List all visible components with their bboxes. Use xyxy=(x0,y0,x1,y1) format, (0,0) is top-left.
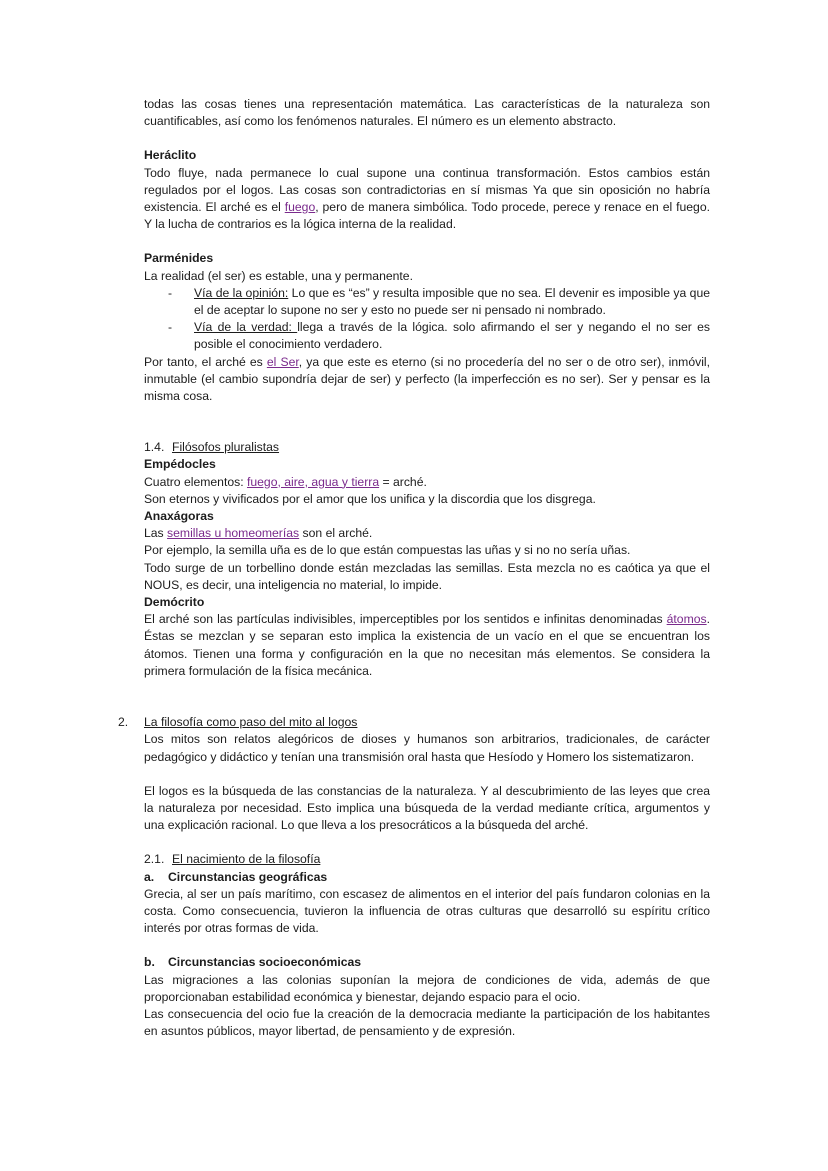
section-2-number: 2. xyxy=(118,715,129,730)
semillas-link[interactable]: semillas u homeomerías xyxy=(167,526,300,541)
parmenides-intro: La realidad (el ser) es estable, una y permanente. xyxy=(144,268,413,283)
democrito-paragraph xyxy=(144,611,710,680)
socioeconomicas-paragraph-2: Las consecuencia del ocio fue la creación de la democracia mediante la participación de los habitantes en asuntos públicos, mayor libertad, de pensamiento y de expresión. xyxy=(144,1006,710,1039)
anaxagoras-heading: Anaxágoras xyxy=(144,509,214,524)
geograficas-heading xyxy=(144,869,710,886)
list-item xyxy=(144,319,710,353)
atomos-link[interactable]: átomos xyxy=(666,612,707,627)
via-opinion-text: Lo que es “es” y resulta imposible que no sea. El devenir es imposible ya que el de aceptar lo supone no ser y esto no puede ser ni pensado ni nombrado. xyxy=(194,285,711,318)
pluralistas-heading xyxy=(144,439,710,456)
anaxagoras-line-3: Todo surge de un torbellino donde están mezcladas las semillas. Esta mezcla no es caótica ya que el NOUS, es decir, una inteligencia no material, lo impide. xyxy=(144,560,710,592)
parmenides-conclusion xyxy=(144,354,710,406)
heraclito-text-2: , pero de manera simbólica. Todo procede, perece y renace en el fuego. Y la lucha de contrarios es la lógica interna de la realidad. xyxy=(144,200,710,232)
heraclito-heading: Heráclito xyxy=(144,148,197,163)
via-verdad-label: Vía de la verdad: xyxy=(194,320,298,335)
democrito-text-2: . Éstas se mezclan y se separan esto implica la existencia de un vacío en el que se encuentran los átomos. Tienen una forma y configuración en la que no necesitan más elementos. Se considera la primera formulación de la física mecánica. xyxy=(144,612,710,678)
empedocles-text: Cuatro elementos: xyxy=(144,474,247,489)
parmenides-list xyxy=(144,285,710,354)
nacimiento-heading xyxy=(144,851,710,868)
empedocles-heading: Empédocles xyxy=(144,457,216,472)
intro-paragraph: todas las cosas tienes una representación matemática. Las características de la naturaleza son cuantificables, así como los fenómenos naturales. El número es un elemento abstracto. xyxy=(144,97,710,129)
democrito-text-1: El arché son las partículas indivisibles, imperceptibles por los sentidos e infinitas denominadas xyxy=(144,612,667,627)
section-number: 1.4. xyxy=(144,440,165,455)
list-item xyxy=(144,285,710,319)
section-2 xyxy=(118,714,710,731)
socioeconomicas-heading xyxy=(144,954,710,971)
empedocles-line-2: Son eternos y vivificados por el amor que los unifica y la discordia que los disgrega. xyxy=(144,491,596,506)
parmenides-conclusion-1: Por tanto, el arché es xyxy=(144,354,267,369)
empedocles-line-1 xyxy=(144,474,710,491)
el-ser-link[interactable]: el Ser xyxy=(266,354,299,369)
subsection-title: El nacimiento de la filosofía xyxy=(172,852,321,867)
geograficas-title: Circunstancias geográficas xyxy=(168,869,328,884)
dash-bullet: - xyxy=(168,320,173,335)
heraclito-paragraph xyxy=(144,165,710,234)
section-title: Filósofos pluralistas xyxy=(172,440,280,455)
via-verdad-text: llega a través de la lógica. solo afirmando el ser y negando el no ser es posible el conocimiento verdadero. xyxy=(194,320,710,352)
heraclito-text-1: Todo fluye, nada permanece lo cual supone una continua transformación. Estos cambios están regulados por el logos. Las cosas son contradictorias en sí mismas Ya que sin oposición no habría existencia. El arché es el xyxy=(144,165,710,215)
anaxagoras-line-1 xyxy=(144,525,710,542)
section-2-title: La filosofía como paso del mito al logos xyxy=(144,715,358,730)
list-letter-a: a. xyxy=(144,869,155,884)
geograficas-paragraph: Grecia, al ser un país marítimo, con escasez de alimentos en el interior del país fundaron colonias en la costa. Como consecuencia, tuvieron la influencia de otras culturas que desarrolló su espíritu crítico interés por otras formas de vida. xyxy=(144,886,710,936)
via-opinion-label: Vía de la opinión: xyxy=(194,285,289,300)
list-letter-b: b. xyxy=(144,955,155,970)
empedocles-text-end: = arché. xyxy=(379,474,427,489)
mitos-paragraph: Los mitos son relatos alegóricos de dioses y humanos son arbitrarios, tradicionales, de carácter pedagógico y didáctico y tenían una transmisión oral hasta que Hesíodo y Homero los sistematizaron. xyxy=(144,732,710,764)
democrito-heading: Demócrito xyxy=(144,595,205,610)
anaxagoras-text: Las xyxy=(144,526,168,541)
logos-paragraph: El logos es la búsqueda de las constancias de la naturaleza. Y al descubrimiento de las leyes que crea la naturaleza por necesidad. Esto implica una búsqueda de la verdad mediante crítica, argumentos y una explicación racional. Lo que lleva a los presocráticos a la búsqueda del arché. xyxy=(144,783,710,833)
anaxagoras-text-end: son el arché. xyxy=(299,526,373,541)
parmenides-heading: Parménides xyxy=(144,251,214,266)
anaxagoras-line-2: Por ejemplo, la semilla uña es de lo que están compuestas las uñas y si no no sería uñas. xyxy=(144,543,631,558)
socioeconomicas-title: Circunstancias socioeconómicas xyxy=(168,955,362,970)
document-content xyxy=(118,96,711,1040)
fuego-link[interactable]: fuego xyxy=(284,200,316,215)
parmenides-conclusion-2: , ya que este es eterno (si no procedería del no ser o de otro ser), inmóvil, inmutable (el cambio supondría dejar de ser) y perfecto (la imperfección es no ser). Ser y pensar es la misma cosa. xyxy=(144,354,710,404)
elementos-link[interactable]: fuego, aire, agua y tierra xyxy=(246,474,380,489)
dash-bullet: - xyxy=(168,285,173,300)
subsection-number: 2.1. xyxy=(144,852,165,867)
socioeconomicas-paragraph-1: Las migraciones a las colonias suponían la mejora de condiciones de vida, además de que proporcionaban estabilidad económica y bienestar, dejando espacio para el ocio. xyxy=(144,972,710,1004)
